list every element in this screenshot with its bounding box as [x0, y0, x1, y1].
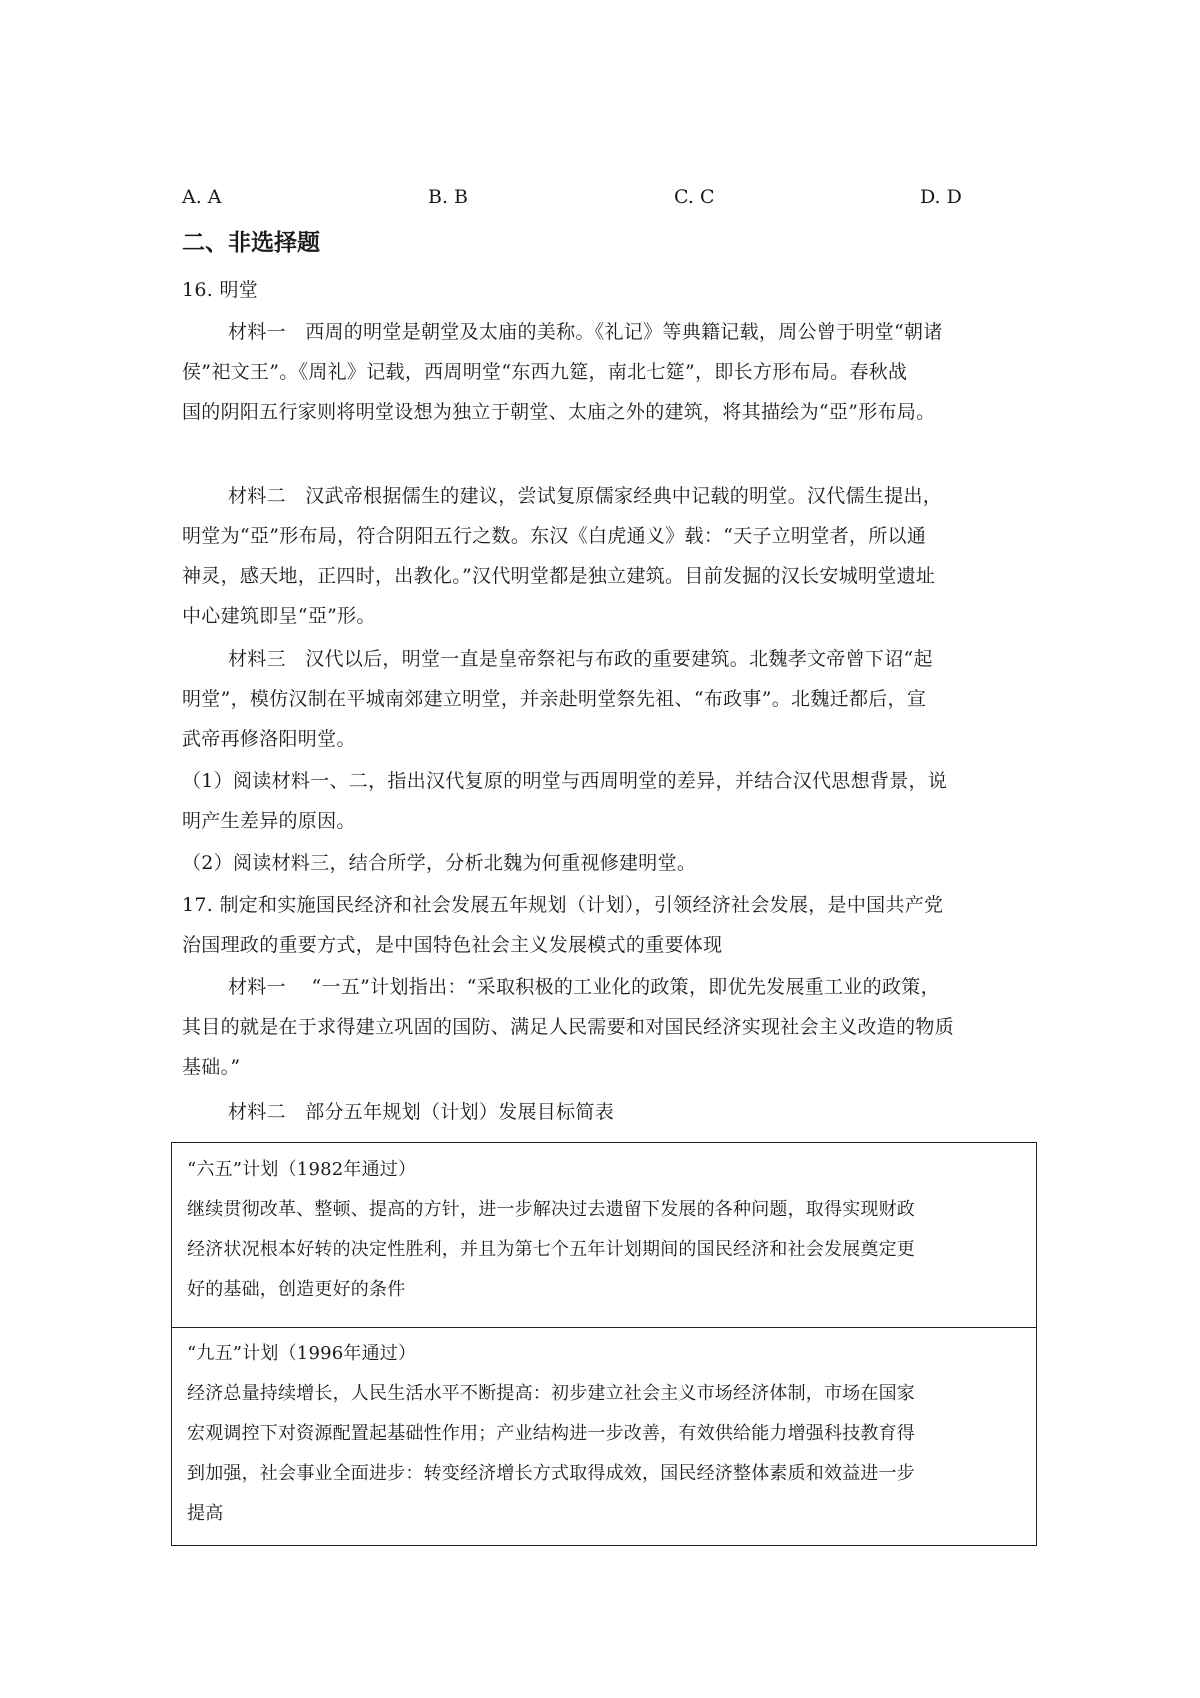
q16-material-2-line: 材料二 汉武帝根据儒生的建议，尝试复原儒家经典中记载的明堂。汉代儒生提出，: [228, 485, 943, 507]
q17-material-1-line: 基础。”: [182, 1056, 241, 1078]
q17-material-1-line: 材料一 “一五”计划指出：“采取积极的工业化的政策，即优先发展重工业的政策，: [228, 976, 940, 998]
q16-material-3-line: 武帝再修洛阳明堂。: [182, 728, 356, 750]
q16-material-1-line: 国的阴阳五行家则将明堂设想为独立于朝堂、太庙之外的建筑，将其描绘为“亞”形布局。: [182, 401, 936, 423]
option-d: D. D: [920, 186, 962, 208]
q16-material-3-line: 材料三 汉代以后，明堂一直是皇帝祭祀与布政的重要建筑。北魏孝文帝曾下诏“起: [228, 648, 933, 670]
table-row-text-line: 到加强，社会事业全面进步：转变经济增长方式取得成效，国民经济整体素质和效益进一步: [187, 1463, 915, 1484]
q16-material-3-line: 明堂”，模仿汉制在平城南郊建立明堂，并亲赴明堂祭先祖、“布政事”。北魏迁都后，宣: [182, 688, 927, 710]
table-row-text-line: 经济状况根本好转的决定性胜利，并且为第七个五年计划期间的国民经济和社会发展奠定更: [187, 1239, 915, 1260]
table-row-text-line: 宏观调控下对资源配置起基础性作用；产业结构进一步改善，有效供给能力增强科技教育得: [187, 1423, 915, 1444]
question-17-stem-line: 17. 制定和实施国民经济和社会发展五年规划（计划），引领经济社会发展，是中国共产党: [182, 894, 944, 916]
q16-subquestion-2: （2）阅读材料三，结合所学，分析北魏为何重视修建明堂。: [182, 852, 697, 874]
table-row-heading: “六五”计划（1982年通过）: [187, 1159, 417, 1180]
q16-material-2-line: 明堂为“亞”形布局，符合阴阳五行之数。东汉《白虎通义》载：“天子立明堂者，所以通: [182, 525, 927, 547]
q17-material-2-caption: 材料二 部分五年规划（计划）发展目标简表: [228, 1101, 615, 1123]
q17-material-1-line: 其目的就是在于求得建立巩固的国防、满足人民需要和对国民经济实现社会主义改造的物质: [182, 1016, 955, 1038]
table-row-text-line: 好的基础，创造更好的条件: [187, 1279, 406, 1300]
q16-subquestion-1-line: 明产生差异的原因。: [182, 810, 356, 832]
table-row-divider: [172, 1327, 1036, 1328]
question-16-title: 16. 明堂: [182, 279, 259, 301]
table-row-text-line: 提高: [187, 1503, 224, 1524]
q16-material-1-line: 侯”祀文王”。《周礼》记载，西周明堂“东西九筵，南北七筵”，即长方形布局。春秋战: [182, 361, 908, 383]
table-row-text-line: 继续贯彻改革、整顿、提高的方针，进一步解决过去遗留下发展的各种问题，取得实现财政: [187, 1199, 915, 1220]
q16-material-2-line: 中心建筑即呈“亞”形。: [182, 605, 376, 627]
table-row-text-line: 经济总量持续增长，人民生活水平不断提高：初步建立社会主义市场经济体制，市场在国家: [187, 1383, 915, 1404]
q16-material-2-line: 神灵，感天地，正四时，出教化。”汉代明堂都是独立建筑。目前发掘的汉长安城明堂遗址: [182, 565, 936, 587]
q16-subquestion-1-line: （1）阅读材料一、二，指出汉代复原的明堂与西周明堂的差异，并结合汉代思想背景，说: [182, 770, 948, 792]
option-c: C. C: [674, 186, 715, 208]
answer-options: [182, 186, 1022, 214]
table-row-heading: “九五”计划（1996年通过）: [187, 1343, 417, 1364]
option-b: B. B: [428, 186, 469, 208]
option-a: A. A: [182, 186, 222, 208]
question-17-stem-line: 治国理政的重要方式，是中国特色社会主义发展模式的重要体现: [182, 934, 723, 956]
section-title: 二、非选择题: [182, 230, 320, 256]
q16-material-1-line: 材料一 西周的明堂是朝堂及太庙的美称。《礼记》等典籍记载，周公曾于明堂“朝诸: [228, 321, 943, 343]
five-year-plan-table: [171, 1142, 1037, 1546]
